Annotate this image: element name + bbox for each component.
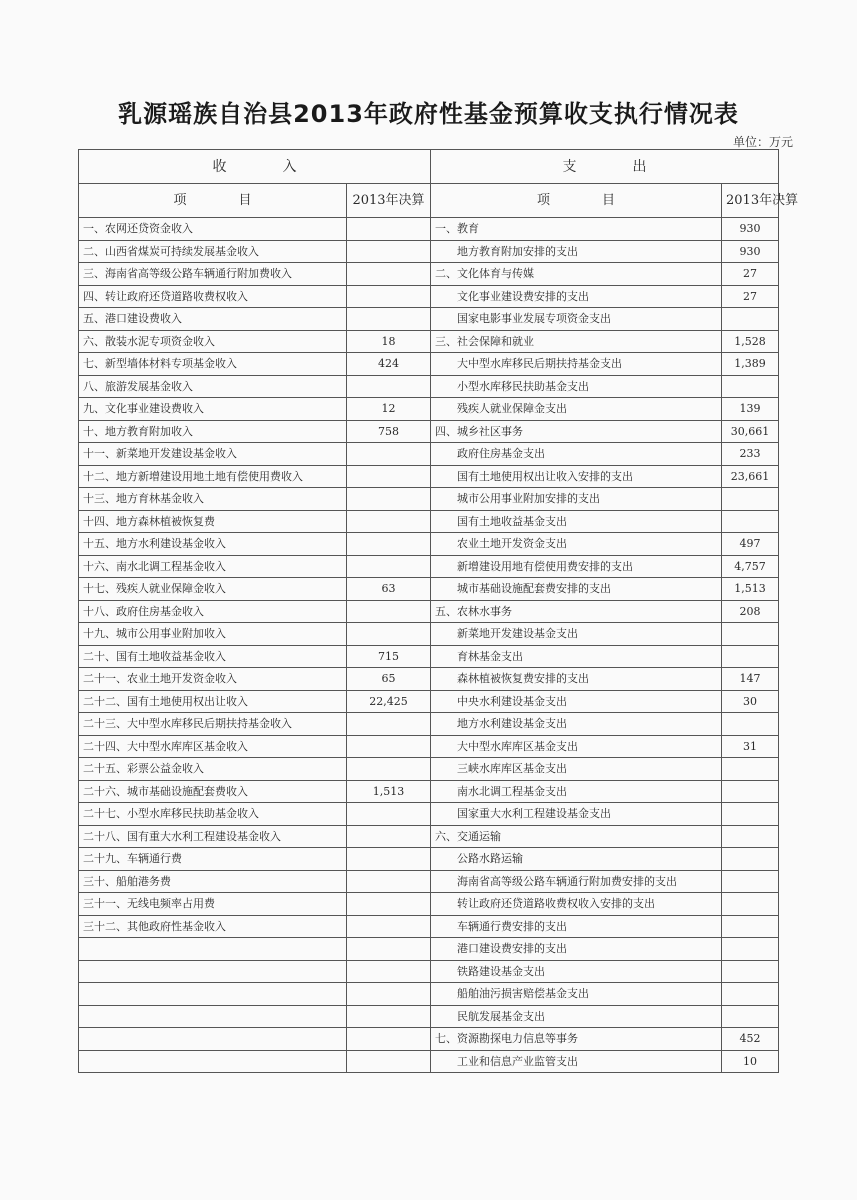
table-row	[79, 533, 779, 556]
table-row	[79, 1005, 779, 1028]
expense-item: 三峡水库库区基金支出	[431, 758, 722, 781]
header-row-columns	[79, 184, 779, 218]
income-item	[79, 938, 347, 961]
income-value	[347, 465, 431, 488]
expense-value: 23,661	[722, 465, 779, 488]
expense-value: 1,513	[722, 578, 779, 601]
expense-item: 港口建设费安排的支出	[431, 938, 722, 961]
expense-item: 城市公用事业附加安排的支出	[431, 488, 722, 511]
income-value	[347, 308, 431, 331]
income-item	[79, 1050, 347, 1073]
expense-value: 233	[722, 443, 779, 466]
expense-value: 208	[722, 600, 779, 623]
income-value	[347, 758, 431, 781]
header-row-sections	[79, 150, 779, 184]
table-row	[79, 735, 779, 758]
income-value	[347, 825, 431, 848]
income-value	[347, 713, 431, 736]
income-item: 二十六、城市基础设施配套费收入	[79, 780, 347, 803]
table-row	[79, 848, 779, 871]
income-item: 十七、残疾人就业保障金收入	[79, 578, 347, 601]
income-value	[347, 1028, 431, 1051]
income-item: 四、转让政府还贷道路收费权收入	[79, 285, 347, 308]
income-item: 六、散装水泥专项资金收入	[79, 330, 347, 353]
expense-item: 南水北调工程基金支出	[431, 780, 722, 803]
income-item: 十六、南水北调工程基金收入	[79, 555, 347, 578]
expense-value	[722, 510, 779, 533]
income-value	[347, 510, 431, 533]
table-row	[79, 375, 779, 398]
income-value	[347, 555, 431, 578]
table-row	[79, 803, 779, 826]
expense-value	[722, 870, 779, 893]
income-item	[79, 1005, 347, 1028]
expense-value: 27	[722, 285, 779, 308]
expense-value	[722, 803, 779, 826]
income-section-header: 收 入	[79, 150, 431, 184]
expense-item: 育林基金支出	[431, 645, 722, 668]
expense-value	[722, 375, 779, 398]
income-value: 758	[347, 420, 431, 443]
table-row	[79, 330, 779, 353]
income-item: 十一、新菜地开发建设基金收入	[79, 443, 347, 466]
table-row	[79, 285, 779, 308]
table-row	[79, 510, 779, 533]
expense-value: 1,528	[722, 330, 779, 353]
expense-item: 地方教育附加安排的支出	[431, 240, 722, 263]
income-value	[347, 848, 431, 871]
expense-item: 国有土地使用权出让收入安排的支出	[431, 465, 722, 488]
income-value	[347, 533, 431, 556]
income-value	[347, 600, 431, 623]
income-item: 三十、船舶港务费	[79, 870, 347, 893]
income-value	[347, 488, 431, 511]
table-row	[79, 758, 779, 781]
expense-item: 铁路建设基金支出	[431, 960, 722, 983]
expense-value	[722, 623, 779, 646]
income-item: 二十四、大中型水库库区基金收入	[79, 735, 347, 758]
expense-value	[722, 983, 779, 1006]
income-item: 一、农网还贷资金收入	[79, 218, 347, 241]
table-row	[79, 263, 779, 286]
income-value	[347, 375, 431, 398]
expense-item: 中央水利建设基金支出	[431, 690, 722, 713]
expense-item: 车辆通行费安排的支出	[431, 915, 722, 938]
income-value: 424	[347, 353, 431, 376]
table-row	[79, 353, 779, 376]
expense-value: 1,389	[722, 353, 779, 376]
income-item: 十、地方教育附加收入	[79, 420, 347, 443]
income-value: 18	[347, 330, 431, 353]
expense-item: 七、资源勘探电力信息等事务	[431, 1028, 722, 1051]
table-row	[79, 600, 779, 623]
table-row	[79, 240, 779, 263]
income-item: 九、文化事业建设费收入	[79, 398, 347, 421]
income-item: 二十二、国有土地使用权出让收入	[79, 690, 347, 713]
table-row	[79, 1028, 779, 1051]
expense-item: 城市基础设施配套费安排的支出	[431, 578, 722, 601]
expense-item: 五、农林水事务	[431, 600, 722, 623]
expense-item: 文化事业建设费安排的支出	[431, 285, 722, 308]
income-value	[347, 218, 431, 241]
expense-item: 工业和信息产业监管支出	[431, 1050, 722, 1073]
income-item: 二十九、车辆通行费	[79, 848, 347, 871]
income-value: 63	[347, 578, 431, 601]
expense-value: 930	[722, 218, 779, 241]
expense-item: 森林植被恢复费安排的支出	[431, 668, 722, 691]
income-value: 12	[347, 398, 431, 421]
table-row	[79, 870, 779, 893]
expense-value	[722, 308, 779, 331]
income-value	[347, 960, 431, 983]
expense-item: 公路水路运输	[431, 848, 722, 871]
table-row	[79, 960, 779, 983]
expense-item: 船舶油污损害赔偿基金支出	[431, 983, 722, 1006]
expense-item: 残疾人就业保障金支出	[431, 398, 722, 421]
income-final-header: 2013年决算	[347, 184, 431, 218]
income-item: 二十一、农业土地开发资金收入	[79, 668, 347, 691]
income-item: 十九、城市公用事业附加收入	[79, 623, 347, 646]
income-value	[347, 285, 431, 308]
income-value	[347, 1050, 431, 1073]
income-value	[347, 803, 431, 826]
expense-item: 地方水利建设基金支出	[431, 713, 722, 736]
income-item: 二十八、国有重大水利工程建设基金收入	[79, 825, 347, 848]
income-item: 十八、政府住房基金收入	[79, 600, 347, 623]
expense-value	[722, 1005, 779, 1028]
income-item: 十五、地方水利建设基金收入	[79, 533, 347, 556]
expense-item: 政府住房基金支出	[431, 443, 722, 466]
expense-item: 新增建设用地有偿使用费安排的支出	[431, 555, 722, 578]
table-row	[79, 308, 779, 331]
income-value	[347, 263, 431, 286]
table-row	[79, 983, 779, 1006]
expense-item: 二、文化体育与传媒	[431, 263, 722, 286]
expense-item: 转让政府还贷道路收费权收入安排的支出	[431, 893, 722, 916]
income-item: 三十二、其他政府性基金收入	[79, 915, 347, 938]
page-title: 乳源瑶族自治县2013年政府性基金预算收支执行情况表	[118, 100, 739, 128]
expense-value	[722, 893, 779, 916]
table-row	[79, 1050, 779, 1073]
table-row	[79, 825, 779, 848]
expense-value	[722, 758, 779, 781]
income-value: 1,513	[347, 780, 431, 803]
income-item: 二十、国有土地收益基金收入	[79, 645, 347, 668]
income-value	[347, 893, 431, 916]
income-item	[79, 960, 347, 983]
expense-value	[722, 645, 779, 668]
budget-table	[78, 149, 799, 1073]
income-value	[347, 1005, 431, 1028]
expense-value	[722, 848, 779, 871]
income-value	[347, 983, 431, 1006]
expense-item: 六、交通运输	[431, 825, 722, 848]
expense-item: 国有土地收益基金支出	[431, 510, 722, 533]
expense-value	[722, 488, 779, 511]
expense-item: 大中型水库移民后期扶持基金支出	[431, 353, 722, 376]
income-value	[347, 735, 431, 758]
income-item: 二十五、彩票公益金收入	[79, 758, 347, 781]
expense-section-header: 支 出	[431, 150, 779, 184]
table-row	[79, 645, 779, 668]
table-row	[79, 713, 779, 736]
expense-value: 10	[722, 1050, 779, 1073]
table-row	[79, 915, 779, 938]
income-value: 65	[347, 668, 431, 691]
income-value	[347, 915, 431, 938]
income-value	[347, 870, 431, 893]
expense-value: 497	[722, 533, 779, 556]
expense-value: 30,661	[722, 420, 779, 443]
expense-item: 一、教育	[431, 218, 722, 241]
expense-value: 30	[722, 690, 779, 713]
table-row	[79, 488, 779, 511]
table-row	[79, 623, 779, 646]
expense-value: 139	[722, 398, 779, 421]
income-item: 八、旅游发展基金收入	[79, 375, 347, 398]
income-item: 三、海南省高等级公路车辆通行附加费收入	[79, 263, 347, 286]
expense-item: 国家重大水利工程建设基金支出	[431, 803, 722, 826]
expense-item: 三、社会保障和就业	[431, 330, 722, 353]
table-row	[79, 398, 779, 421]
expense-value	[722, 938, 779, 961]
expense-item-header: 项 目	[431, 184, 722, 218]
income-item	[79, 1028, 347, 1051]
income-value	[347, 240, 431, 263]
income-item: 七、新型墙体材料专项基金收入	[79, 353, 347, 376]
expense-value	[722, 915, 779, 938]
income-item: 五、港口建设费收入	[79, 308, 347, 331]
expense-value: 147	[722, 668, 779, 691]
income-value	[347, 623, 431, 646]
income-item: 十四、地方森林植被恢复费	[79, 510, 347, 533]
expense-item: 民航发展基金支出	[431, 1005, 722, 1028]
table-row	[79, 578, 779, 601]
income-value: 715	[347, 645, 431, 668]
expense-value	[722, 960, 779, 983]
expense-value: 31	[722, 735, 779, 758]
table-row	[79, 443, 779, 466]
table-row	[79, 690, 779, 713]
expense-item: 新菜地开发建设基金支出	[431, 623, 722, 646]
income-item-header: 项 目	[79, 184, 347, 218]
expense-item: 海南省高等级公路车辆通行附加费安排的支出	[431, 870, 722, 893]
expense-value: 4,757	[722, 555, 779, 578]
expense-item: 大中型水库库区基金支出	[431, 735, 722, 758]
income-item: 二、山西省煤炭可持续发展基金收入	[79, 240, 347, 263]
income-value	[347, 938, 431, 961]
table-row	[79, 218, 779, 241]
expense-item: 小型水库移民扶助基金支出	[431, 375, 722, 398]
income-item: 三十一、无线电频率占用费	[79, 893, 347, 916]
expense-value	[722, 713, 779, 736]
income-item: 二十三、大中型水库移民后期扶持基金收入	[79, 713, 347, 736]
expense-value: 930	[722, 240, 779, 263]
income-item: 十二、地方新增建设用地土地有偿使用费收入	[79, 465, 347, 488]
expense-value: 452	[722, 1028, 779, 1051]
expense-item: 四、城乡社区事务	[431, 420, 722, 443]
table-row	[79, 668, 779, 691]
table-row	[79, 780, 779, 803]
income-value	[347, 443, 431, 466]
table-row	[79, 555, 779, 578]
unit-label: 单位：万元	[732, 135, 793, 149]
expense-value: 27	[722, 263, 779, 286]
income-value: 22,425	[347, 690, 431, 713]
expense-value	[722, 825, 779, 848]
income-item: 二十七、小型水库移民扶助基金收入	[79, 803, 347, 826]
expense-value	[722, 780, 779, 803]
table-row	[79, 938, 779, 961]
table-row	[79, 465, 779, 488]
table-row	[79, 420, 779, 443]
table-row	[79, 893, 779, 916]
expense-item: 国家电影事业发展专项资金支出	[431, 308, 722, 331]
expense-item: 农业土地开发资金支出	[431, 533, 722, 556]
income-item	[79, 983, 347, 1006]
income-item: 十三、地方育林基金收入	[79, 488, 347, 511]
expense-final-header: 2013年决算	[722, 184, 779, 218]
